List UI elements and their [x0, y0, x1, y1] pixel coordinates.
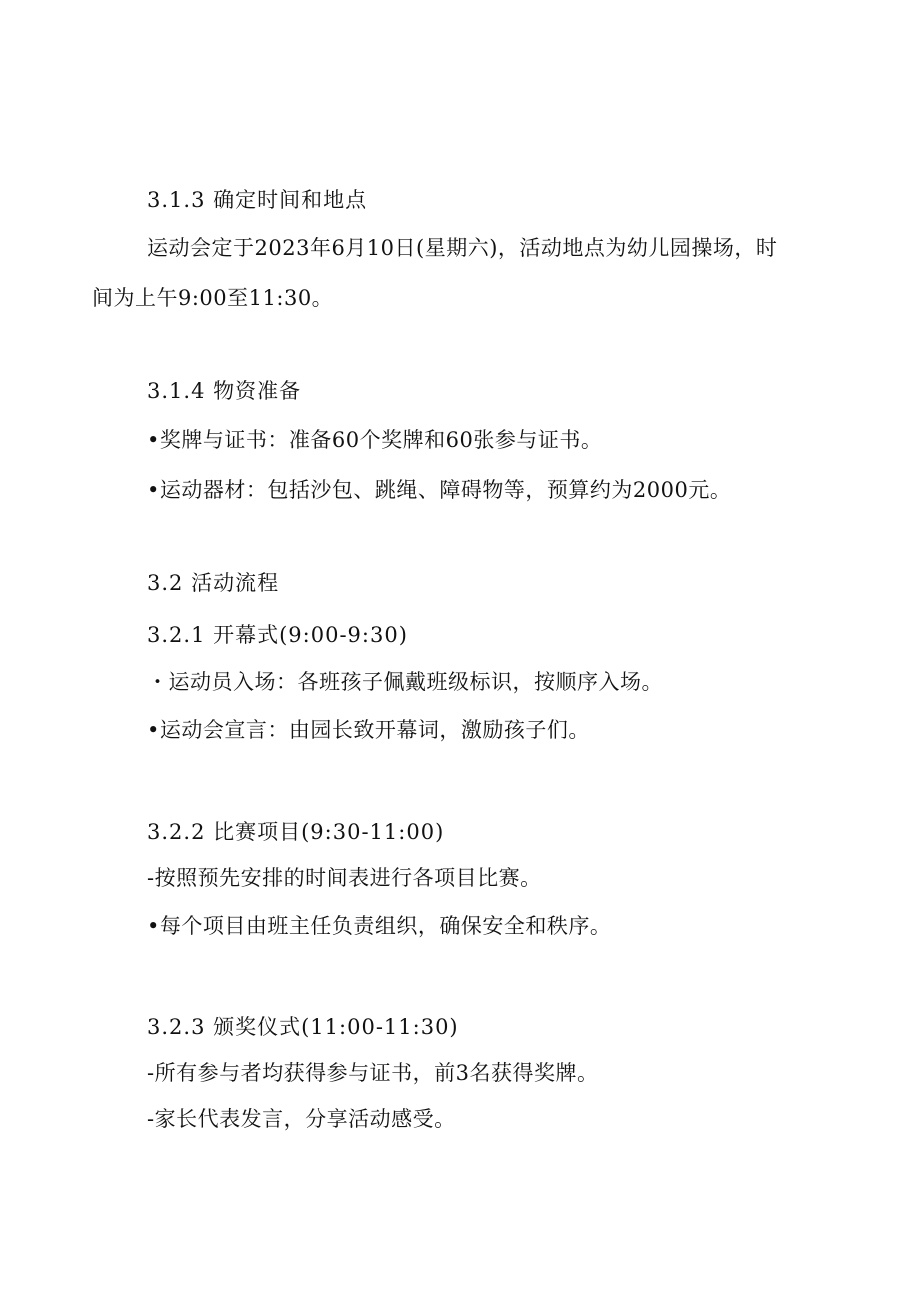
- list-item: ・运动员入场：各班孩子佩戴班级标识，按顺序入场。: [147, 670, 663, 694]
- list-item: •运动会宣言：由园长致开幕词，激励孩子们。: [147, 718, 590, 742]
- list-item: -所有参与者均获得参与证书，前3名获得奖牌。: [147, 1061, 599, 1085]
- list-item: -家长代表发言，分享活动感受。: [147, 1107, 456, 1131]
- list-item: •奖牌与证书：准备60个奖牌和60张参与证书。: [147, 428, 603, 452]
- list-item: •每个项目由班主任负责组织，确保安全和秩序。: [147, 914, 612, 938]
- section-heading-3-2-1: 3.2.1 开幕式(9:00-9:30): [147, 623, 408, 647]
- list-item: -按照预先安排的时间表进行各项目比赛。: [147, 866, 542, 890]
- section-heading-3-2-2: 3.2.2 比赛项目(9:30-11:00): [147, 820, 445, 844]
- paragraph-line: 间为上午9:00至11:30。: [92, 286, 334, 310]
- section-heading-3-2: 3.2 活动流程: [147, 571, 280, 595]
- list-item: •运动器材：包括沙包、跳绳、障碍物等，预算约为2000元。: [147, 478, 732, 502]
- paragraph-line: 运动会定于2023年6月10日(星期六)，活动地点为幼儿园操场，时: [147, 236, 778, 260]
- section-heading-3-1-3: 3.1.3 确定时间和地点: [147, 188, 368, 212]
- section-heading-3-1-4: 3.1.4 物资准备: [147, 379, 302, 403]
- section-heading-3-2-3: 3.2.3 颁奖仪式(11:00-11:30): [147, 1015, 459, 1039]
